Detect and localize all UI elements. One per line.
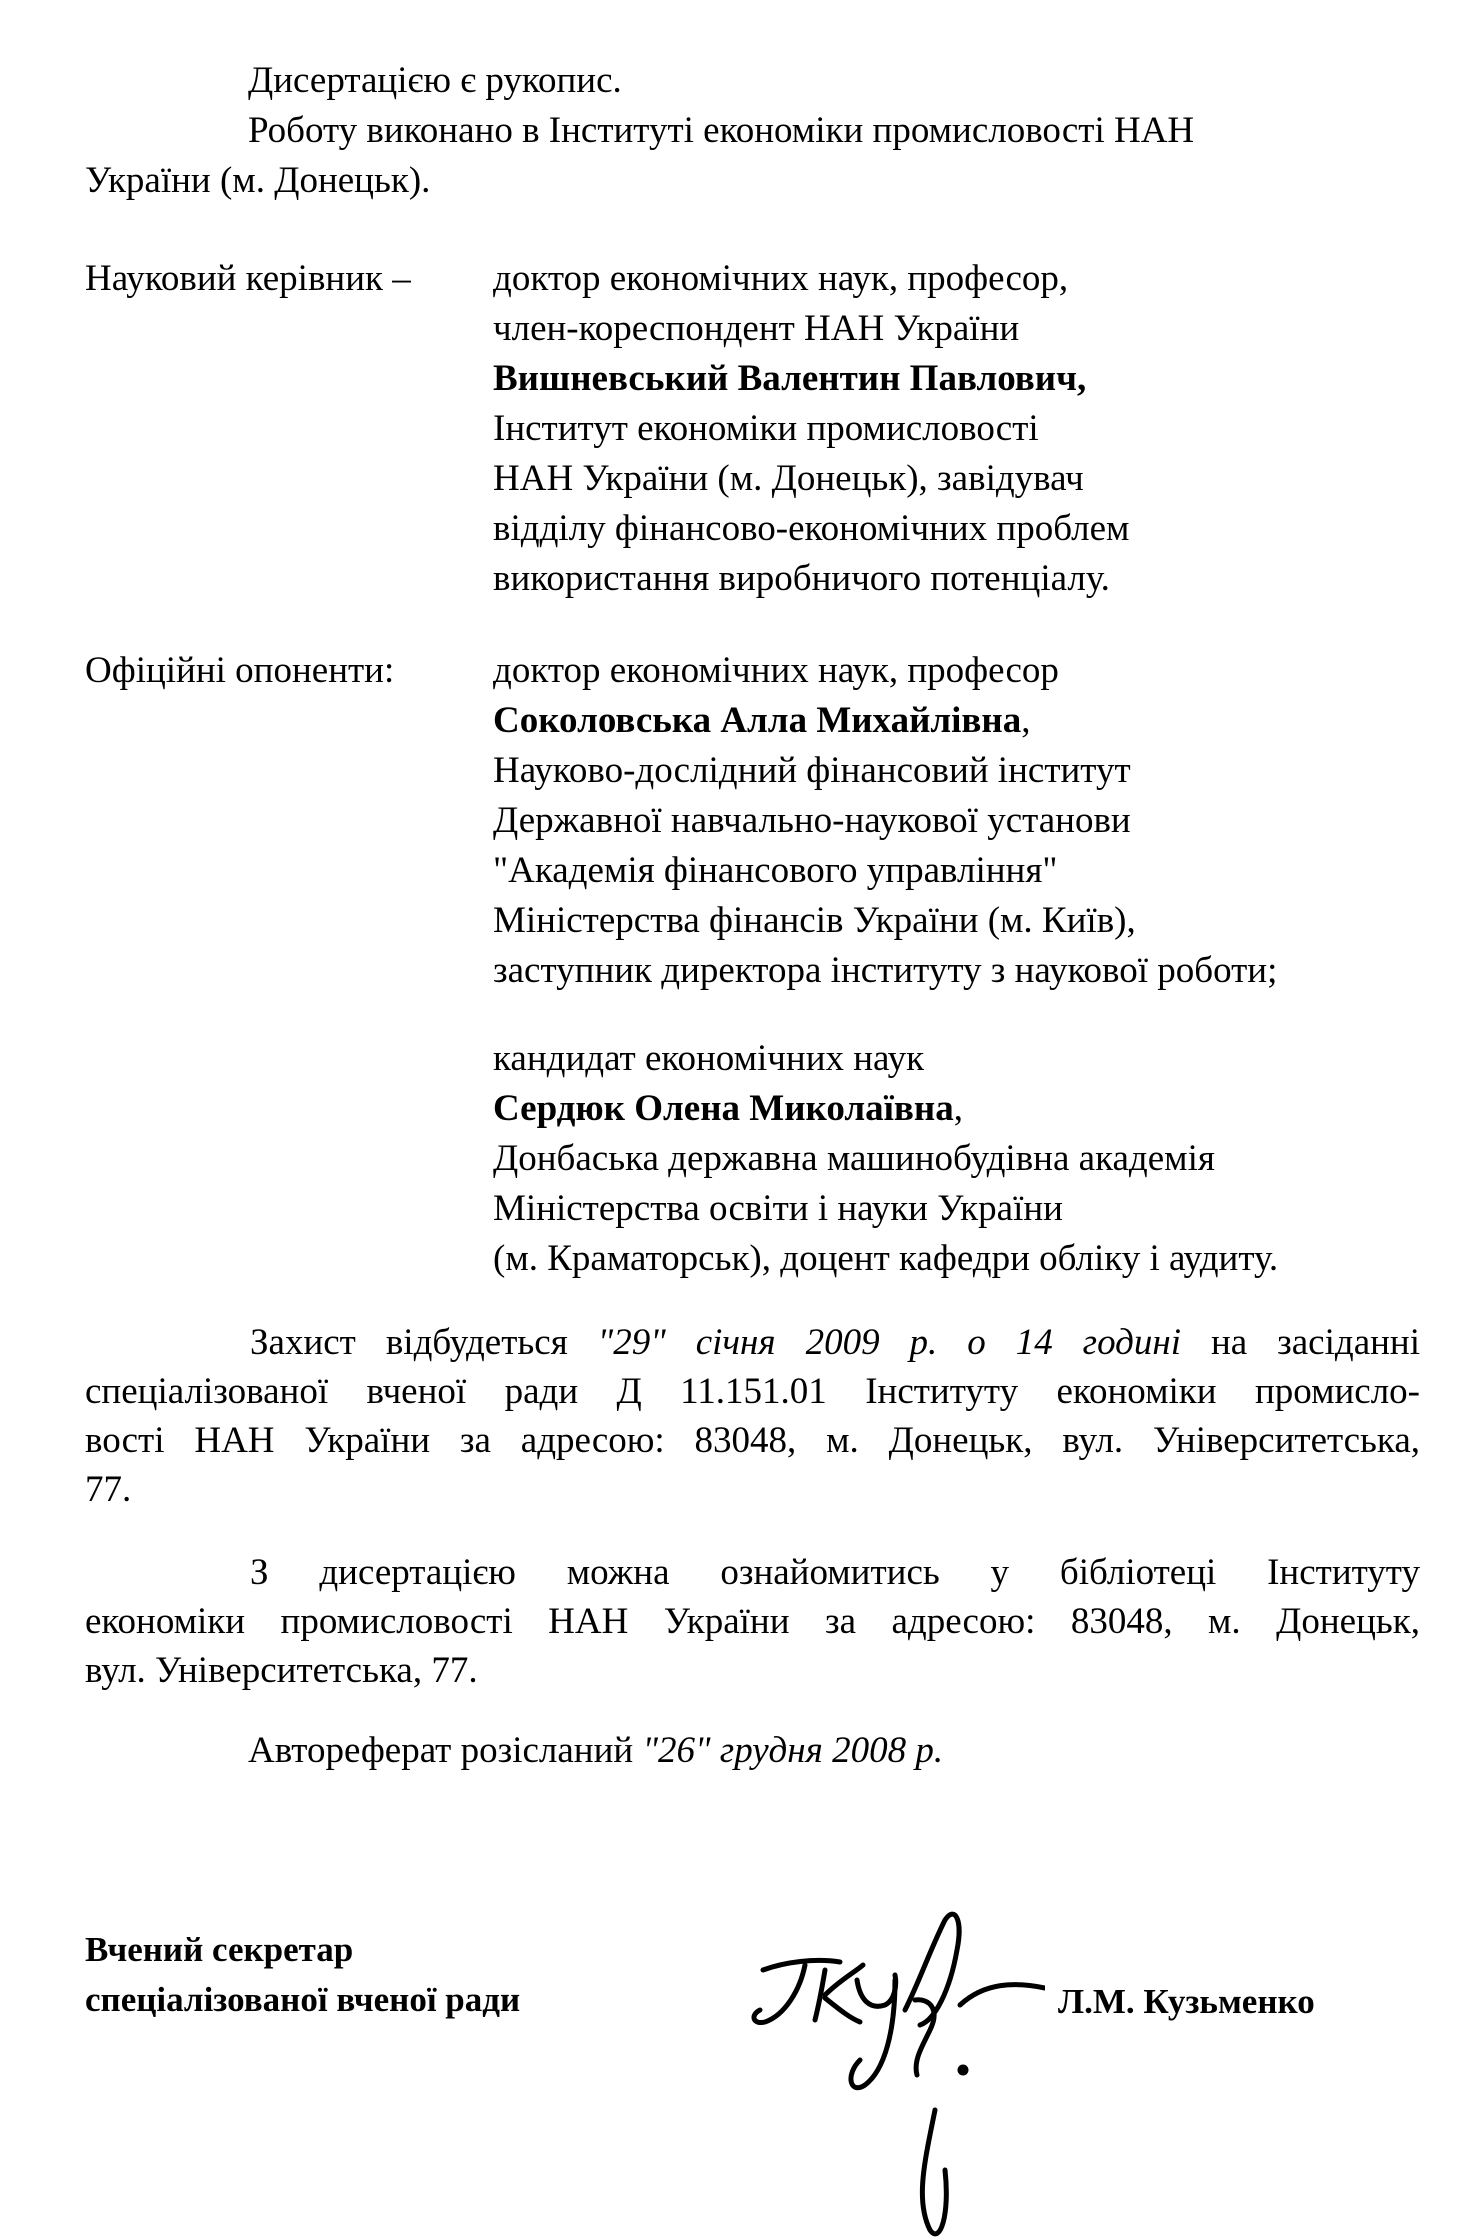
supervisor-org-2: НАН України (м. Донецьк), завідувач (493, 458, 1084, 499)
supervisor-org-3: відділу фінансово-економічних проблем (493, 508, 1130, 549)
defense-text-b: на засіданні (1180, 1322, 1420, 1363)
opponent1-org-2: Державної навчально-наукової установи (493, 800, 1131, 841)
secretary-title-2: спеціалізованої вченої ради (85, 1980, 521, 2019)
header-line-2: Роботу виконано в Інституті економіки промисловості НАН (248, 110, 1195, 151)
defense-date: "29" січня 2009 р. о 14 годині (597, 1322, 1181, 1363)
defense-line-2: спеціалізованої вченої ради Д 11.151.01 Інституту економіки промисло- (85, 1371, 1420, 1412)
supervisor-title: член-кореспондент НАН України (493, 308, 1020, 349)
opponent2-degree: кандидат економічних наук (493, 1038, 925, 1079)
opponent2-org-2: Міністерства освіти і науки України (493, 1188, 1063, 1229)
supervisor-role-label: Науковий керівник – (85, 258, 411, 299)
opponent1-name-suffix: , (1021, 700, 1031, 741)
library-line-2: економіки промисловості НАН України за адресою: 83048, м. Донецьк, (85, 1601, 1420, 1642)
header-line-3: України (м. Донецьк). (85, 160, 431, 201)
supervisor-name: Вишневський Валентин Павлович, (493, 358, 1087, 399)
opponent1-org-3: "Академія фінансового управління" (493, 850, 1058, 891)
library-line-1: З дисертацією можна ознайомитись у бібліотеці Інституту (250, 1552, 1420, 1593)
library-line-3: вул. Університетська, 77. (85, 1650, 478, 1691)
abstract-sent-label: Автореферат розісланий (248, 1730, 643, 1771)
opponent1-degree: доктор економічних наук, професор (493, 650, 1059, 691)
opponent1-org-1: Науково-дослідний фінансовий інститут (493, 750, 1131, 791)
library-paragraph (85, 1548, 1420, 1695)
handwritten-signature (745, 1910, 1045, 2240)
opponent1-org-4: Міністерства фінансів України (м. Київ), (493, 900, 1136, 941)
opponent1-name: Соколовська Алла Михайлівна (493, 700, 1022, 741)
abstract-sent-line (248, 1732, 943, 1769)
supervisor-org-4: використання виробничого потенціалу. (493, 558, 1110, 599)
opponent1-name-line (493, 702, 1030, 739)
header-line-1: Дисертацією є рукопис. (248, 60, 622, 101)
defense-line-4: 77. (85, 1469, 132, 1510)
opponent2-name: Сердюк Олена Миколаївна (493, 1088, 954, 1129)
opponents-role-label: Офіційні опоненти: (85, 650, 395, 691)
secretary-title-1: Вчений секретар (85, 1930, 354, 1969)
supervisor-degree: доктор економічних наук, професор, (493, 258, 1069, 299)
defense-line-1 (85, 1318, 1420, 1367)
secretary-name: Л.М. Кузьменко (1058, 1982, 1315, 2021)
supervisor-org-1: Інститут економіки промисловості (493, 408, 1039, 449)
opponent2-name-suffix: , (953, 1088, 963, 1129)
defense-paragraph (85, 1318, 1420, 1514)
opponent2-org-1: Донбаська державна машинобудівна академія (493, 1138, 1215, 1179)
defense-line-3: вості НАН України за адресою: 83048, м. Донецьк, вул. Університетська, (85, 1420, 1420, 1461)
defense-text-a: Захист відбудеться (250, 1322, 598, 1363)
opponent2-org-3: (м. Краматорськ), доцент кафедри обліку і аудиту. (493, 1238, 1279, 1279)
opponent1-org-5: заступник директора інституту з наукової роботи; (493, 950, 1278, 991)
opponent2-name-line (493, 1090, 963, 1127)
abstract-sent-date: "26" грудня 2008 р. (642, 1730, 944, 1771)
